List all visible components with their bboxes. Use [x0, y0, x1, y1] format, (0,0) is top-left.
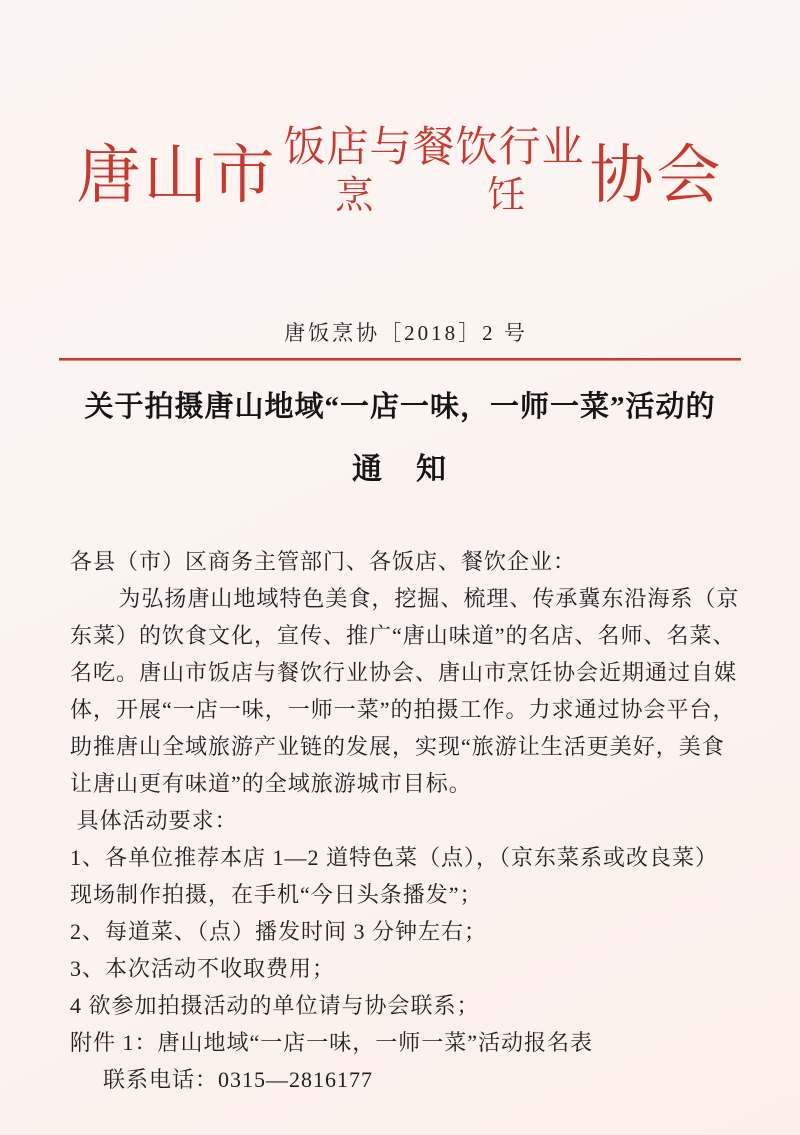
body-line: 东菜）的饮食文化，宣传、推广“唐山味道”的名店、名师、名菜、 [70, 622, 736, 648]
letterhead-middle-group [284, 120, 584, 217]
document-title [0, 384, 800, 488]
red-divider-line [59, 358, 741, 361]
body-line-item-4: 4 欲参加拍摄活动的单位请与协会联系； [70, 992, 480, 1018]
letterhead-middle-top-text: 饭店与餐饮行业 [283, 125, 585, 171]
letterhead-right-text: 协会 [589, 140, 724, 211]
body-line: 让唐山更有味道”的全域旅游城市目标。 [70, 770, 472, 796]
body-line-item-1: 1、各单位推荐本店 1—2 道特色菜（点），（京东菜系或改良菜） [70, 844, 719, 870]
letterhead-char-ren: 饪 [487, 174, 526, 217]
letterhead-char-peng: 烹 [335, 174, 374, 217]
body-line-requirements-heading: 具体活动要求： [76, 807, 238, 833]
document-number: 唐饭烹协［2018］2 号 [284, 320, 528, 345]
document-title-line1: 关于拍摄唐山地域“一店一味，一师一菜”活动的 [84, 390, 716, 423]
body-line: 为弘扬唐山地域特色美食，挖掘、梳理、传承冀东沿海系（京 [118, 585, 740, 611]
letterhead [0, 0, 800, 217]
body-line-item-2: 2、每道菜、（点）播发时间 3 分钟左右； [70, 918, 488, 944]
letterhead-middle-bottom-row [284, 174, 584, 217]
letterhead-left-text: 唐山市 [76, 140, 278, 211]
body-line-attachment: 附件 1：唐山地域“一店一味，一师一菜”活动报名表 [70, 1029, 594, 1055]
document-title-line2: 通 知 [352, 452, 448, 486]
document-body [70, 543, 760, 1098]
body-line: 现场制作拍摄，在手机“今日头条播发”； [70, 881, 483, 907]
body-line-salutation: 各县（市）区商务主管部门、各饭店、餐饮企业： [70, 548, 577, 574]
body-line-item-3: 3、本次活动不收取费用； [70, 955, 336, 981]
body-line-phone: 联系电话：0315—2816177 [103, 1066, 374, 1092]
body-line: 名吃。唐山市饭店与餐饮行业协会、唐山市烹饪协会近期通过自媒 [70, 659, 738, 685]
body-line: 助推唐山全域旅游产业链的发展，实现“旅游让生活更美好，美食 [70, 733, 725, 759]
body-line: 体，开展“一店一味，一师一菜”的拍摄工作。力求通过协会平台， [70, 696, 736, 722]
